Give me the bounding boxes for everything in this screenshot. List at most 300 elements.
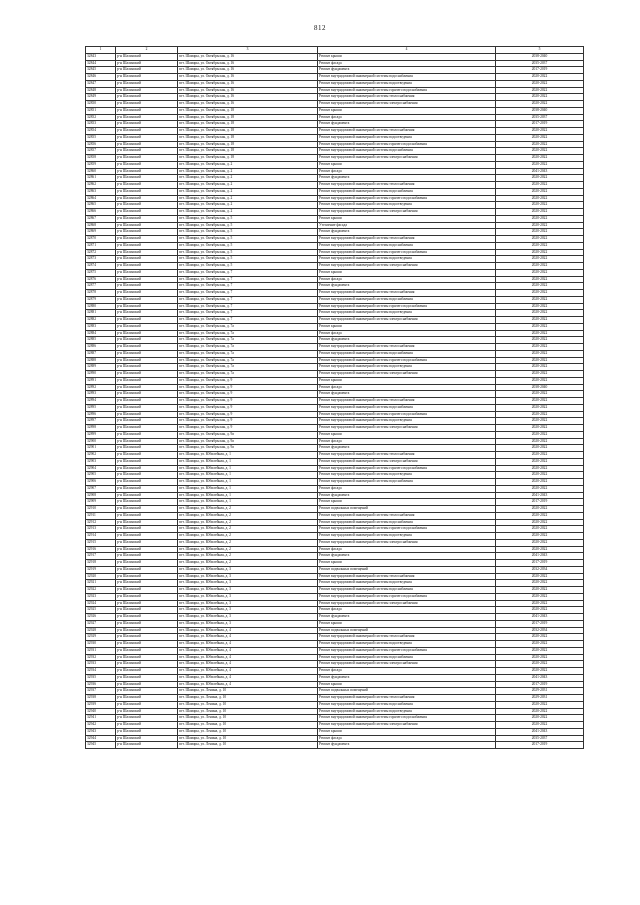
table-row	[86, 155, 584, 162]
table-cell-col1: 32846	[86, 74, 116, 81]
table-row	[86, 134, 584, 141]
table-cell-col5: 2017-2019	[496, 67, 584, 74]
table-cell-col4: Ремонт внутридомовой инженерной системы горячего водоснабжения	[318, 647, 496, 654]
table-cell-col2: р-н Шалинский	[116, 188, 178, 195]
table-cell-col3: пгт. Шамары, ул. Октябрьская, д. 7	[178, 290, 318, 297]
table-row	[86, 506, 584, 513]
table-cell-col4: Ремонт внутридомовой инженерной системы горячего водоснабжения	[318, 357, 496, 364]
table-cell-col5: 2020-2022	[496, 87, 584, 94]
table-row	[86, 269, 584, 276]
table-cell-col3: пгт. Шамары, ул. Ленина, д. 10	[178, 742, 318, 749]
table-cell-col2: р-н Шалинский	[116, 587, 178, 594]
table-cell-col2: р-н Шалинский	[116, 600, 178, 607]
table-cell-col3: пгт. Шамары, ул. Юбилейная, д. 3	[178, 620, 318, 627]
table-cell-col4: Ремонт фундамента	[318, 67, 496, 74]
table-cell-col3: пгт. Шамары, ул. Юбилейная, д. 1	[178, 472, 318, 479]
table-cell-col4: Ремонт фасада	[318, 438, 496, 445]
table-cell-col5: 2020-2022	[496, 533, 584, 540]
table-cell-col3: пгт. Шамары, ул. Ленина, д. 10	[178, 701, 318, 708]
table-cell-col2: р-н Шалинский	[116, 296, 178, 303]
table-cell-col1: 32929	[86, 634, 116, 641]
table-cell-col5: 2035-2037	[496, 60, 584, 67]
table-row	[86, 634, 584, 641]
table-cell-col3: пгт. Шамары, ул. Юбилейная, д. 2	[178, 553, 318, 560]
table-cell-col2: р-н Шалинский	[116, 155, 178, 162]
table-cell-col3: пгт. Шамары, ул. Октябрьская, д. 2	[178, 161, 318, 168]
table-cell-col5: 2020-2022	[496, 607, 584, 614]
table-row	[86, 222, 584, 229]
table-cell-col3: пгт. Шамары, ул. Октябрьская, д. 2	[178, 209, 318, 216]
table-cell-col1: 32922	[86, 587, 116, 594]
table-cell-col4: Ремонт внутридомовой инженерной системы теплоснабжения	[318, 236, 496, 243]
table-cell-col5: 2020-2022	[496, 472, 584, 479]
table-cell-col3: пгт. Шамары, ул. Юбилейная, д. 3	[178, 580, 318, 587]
table-cell-col5: 2020-2022	[496, 128, 584, 135]
table-cell-col4: Ремонт подвальных помещений	[318, 688, 496, 695]
table-row	[86, 560, 584, 567]
table-row	[86, 377, 584, 384]
table-cell-col1: 32862	[86, 182, 116, 189]
table-cell-col5: 2020-2022	[496, 330, 584, 337]
table-cell-col2: р-н Шалинский	[116, 94, 178, 101]
table-cell-col1: 32927	[86, 620, 116, 627]
table-row	[86, 614, 584, 621]
table-cell-col1: 32890	[86, 371, 116, 378]
table-cell-col3: пгт. Шамары, ул. Юбилейная, д. 1	[178, 499, 318, 506]
table-cell-col4: Ремонт внутридомовой инженерной системы водоотведения	[318, 418, 496, 425]
table-cell-col1: 32879	[86, 296, 116, 303]
table-row	[86, 587, 584, 594]
table-cell-col5: 2020-2022	[496, 269, 584, 276]
table-cell-col5: 2020-2022	[496, 438, 584, 445]
table-cell-col4: Ремонт внутридомовой инженерной системы водоотведения	[318, 472, 496, 479]
table-cell-col5: 2017-2019	[496, 121, 584, 128]
table-row	[86, 668, 584, 675]
table-cell-col2: р-н Шалинский	[116, 310, 178, 317]
table-cell-col3: пгт. Шамары, ул. Октябрьская, д. 9	[178, 398, 318, 405]
table-cell-col4: Ремонт внутридомовой инженерной системы электроснабжения	[318, 425, 496, 432]
table-cell-col5: 2020-2022	[496, 290, 584, 297]
table-row	[86, 114, 584, 121]
table-cell-col2: р-н Шалинский	[116, 701, 178, 708]
table-cell-col3: пгт. Шамары, ул. Юбилейная, д. 1	[178, 458, 318, 465]
table-cell-col3: пгт. Шамары, ул. Октябрьская, д. 7	[178, 269, 318, 276]
table-cell-col4: Ремонт внутридомовой инженерной системы электроснабжения	[318, 600, 496, 607]
table-cell-col5: 2020-2022	[496, 668, 584, 675]
table-cell-col4: Ремонт фундамента	[318, 391, 496, 398]
table-cell-col2: р-н Шалинский	[116, 674, 178, 681]
table-row	[86, 580, 584, 587]
table-cell-col4: Ремонт внутридомовой инженерной системы электроснабжения	[318, 661, 496, 668]
table-cell-col2: р-н Шалинский	[116, 283, 178, 290]
table-cell-col3: пгт. Шамары, ул. Юбилейная, д. 1	[178, 492, 318, 499]
table-cell-col1: 32939	[86, 701, 116, 708]
table-cell-col2: р-н Шалинский	[116, 364, 178, 371]
table-cell-col1: 32884	[86, 330, 116, 337]
table-row	[86, 391, 584, 398]
table-row	[86, 472, 584, 479]
table-cell-col1: 32875	[86, 269, 116, 276]
table-cell-col2: р-н Шалинский	[116, 236, 178, 243]
table-cell-col4: Ремонт внутридомовой инженерной системы водоснабжения	[318, 296, 496, 303]
table-cell-col3: пгт. Шамары, ул. Октябрьская, д. 16	[178, 80, 318, 87]
table-cell-col3: пгт. Шамары, ул. Юбилейная, д. 2	[178, 506, 318, 513]
table-row	[86, 546, 584, 553]
table-cell-col2: р-н Шалинский	[116, 229, 178, 236]
table-cell-col2: р-н Шалинский	[116, 317, 178, 324]
table-cell-col2: р-н Шалинский	[116, 323, 178, 330]
table-cell-col2: р-н Шалинский	[116, 209, 178, 216]
table-cell-col1: 32906	[86, 479, 116, 486]
table-row	[86, 67, 584, 74]
table-cell-col2: р-н Шалинский	[116, 627, 178, 634]
table-cell-col5: 2020-2022	[496, 647, 584, 654]
table-cell-col4: Ремонт внутридомовой инженерной системы водоснабжения	[318, 479, 496, 486]
table-cell-col3: пгт. Шамары, ул. Октябрьская, д. 9а	[178, 431, 318, 438]
page-number: 812	[314, 24, 326, 32]
table-cell-col1: 32882	[86, 317, 116, 324]
table-cell-col2: р-н Шалинский	[116, 553, 178, 560]
table-cell-col4: Ремонт внутридомовой инженерной системы водоснабжения	[318, 404, 496, 411]
table-cell-col3: пгт. Шамары, ул. Юбилейная, д. 2	[178, 533, 318, 540]
table-cell-col4: Ремонт фасада	[318, 114, 496, 121]
table-row	[86, 438, 584, 445]
table-cell-col5: 2020-2022	[496, 506, 584, 513]
table-cell-col3: пгт. Шамары, ул. Юбилейная, д. 1	[178, 452, 318, 459]
table-cell-col1: 32880	[86, 303, 116, 310]
table-cell-col1: 32892	[86, 384, 116, 391]
table-cell-col5: 2041-2043	[496, 553, 584, 560]
table-cell-col1: 32945	[86, 742, 116, 749]
table-cell-col2: р-н Шалинский	[116, 141, 178, 148]
table-cell-col1: 32893	[86, 391, 116, 398]
table-cell-col4: Ремонт фундамента	[318, 337, 496, 344]
table-cell-col4: Ремонт внутридомовой инженерной системы водоснабжения	[318, 654, 496, 661]
table-cell-col2: р-н Шалинский	[116, 661, 178, 668]
table-cell-col4: Ремонт внутридомовой инженерной системы водоснабжения	[318, 242, 496, 249]
table-row	[86, 641, 584, 648]
table-cell-col1: 32870	[86, 236, 116, 243]
table-cell-col2: р-н Шалинский	[116, 263, 178, 270]
table-cell-col3: пгт. Шамары, ул. Юбилейная, д. 2	[178, 560, 318, 567]
table-cell-col5: 2038-2040	[496, 53, 584, 60]
table-cell-col4: Ремонт крыши	[318, 560, 496, 567]
table-cell-col5: 2020-2022	[496, 539, 584, 546]
table-cell-col1: 32932	[86, 654, 116, 661]
table-cell-col3: пгт. Шамары, ул. Октябрьская, д. 16	[178, 67, 318, 74]
table-cell-col3: пгт. Шамары, ул. Октябрьская, д. 18	[178, 114, 318, 121]
table-cell-col3: пгт. Шамары, ул. Октябрьская, д. 7	[178, 310, 318, 317]
table-cell-col5: 2020-2022	[496, 317, 584, 324]
table-cell-col4: Утепление фасада	[318, 222, 496, 229]
table-cell-col4: Ремонт фасада	[318, 668, 496, 675]
table-row	[86, 229, 584, 236]
table-cell-col4: Ремонт крыши	[318, 215, 496, 222]
table-cell-col4: Ремонт внутридомовой инженерной системы водоотведения	[318, 134, 496, 141]
table-cell-col1: 32920	[86, 573, 116, 580]
table-cell-col2: р-н Шалинский	[116, 742, 178, 749]
table-cell-col1: 32925	[86, 607, 116, 614]
table-cell-col2: р-н Шалинский	[116, 269, 178, 276]
table-cell-col2: р-н Шалинский	[116, 715, 178, 722]
table-cell-col2: р-н Шалинский	[116, 452, 178, 459]
table-cell-col4: Ремонт крыши	[318, 269, 496, 276]
table-row	[86, 735, 584, 742]
table-cell-col2: р-н Шалинский	[116, 735, 178, 742]
table-cell-col5: 2020-2022	[496, 209, 584, 216]
table-row	[86, 168, 584, 175]
table-cell-col3: пгт. Шамары, ул. Юбилейная, д. 2	[178, 539, 318, 546]
table-cell-col1: 32900	[86, 438, 116, 445]
table-cell-col5: 2020-2022	[496, 256, 584, 263]
table-row	[86, 519, 584, 526]
table-cell-col4: Ремонт фундамента	[318, 121, 496, 128]
table-cell-col2: р-н Шалинский	[116, 202, 178, 209]
table-cell-col2: р-н Шалинский	[116, 634, 178, 641]
table-cell-col4: Ремонт внутридомовой инженерной системы теплоснабжения	[318, 512, 496, 519]
table-cell-col2: р-н Шалинский	[116, 215, 178, 222]
table-cell-col2: р-н Шалинский	[116, 107, 178, 114]
table-cell-col3: пгт. Шамары, ул. Юбилейная, д. 3	[178, 614, 318, 621]
table-cell-col1: 32934	[86, 668, 116, 675]
table-cell-col1: 32915	[86, 539, 116, 546]
table-cell-col1: 32924	[86, 600, 116, 607]
table-row	[86, 195, 584, 202]
table-row	[86, 654, 584, 661]
table-cell-col4: Ремонт внутридомовой инженерной системы горячего водоснабжения	[318, 526, 496, 533]
table-cell-col1: 32851	[86, 107, 116, 114]
table-cell-col1: 32876	[86, 276, 116, 283]
table-cell-col2: р-н Шалинский	[116, 67, 178, 74]
table-cell-col5: 2020-2022	[496, 431, 584, 438]
table-cell-col4: Ремонт внутридомовой инженерной системы водоотведения	[318, 364, 496, 371]
table-cell-col2: р-н Шалинский	[116, 256, 178, 263]
table-cell-col3: пгт. Шамары, ул. Октябрьская, д. 18	[178, 141, 318, 148]
table-cell-col3: пгт. Шамары, ул. Ленина, д. 10	[178, 715, 318, 722]
table-cell-col4: Ремонт внутридомовой инженерной системы теплоснабжения	[318, 695, 496, 702]
table-cell-col4: Ремонт фасада	[318, 60, 496, 67]
table-cell-col4: Ремонт подвальных помещений	[318, 566, 496, 573]
table-cell-col5: 2020-2022	[496, 722, 584, 729]
table-cell-col4: Ремонт внутридомовой инженерной системы теплоснабжения	[318, 452, 496, 459]
table-cell-col5: 2020-2022	[496, 215, 584, 222]
table-cell-col1: 32863	[86, 188, 116, 195]
table-cell-col4: Ремонт фундамента	[318, 175, 496, 182]
table-cell-col2: р-н Шалинский	[116, 418, 178, 425]
table-cell-col3: пгт. Шамары, ул. Октябрьская, д. 9	[178, 384, 318, 391]
table-cell-col5: 2020-2022	[496, 485, 584, 492]
table-cell-col4: Ремонт внутридомовой инженерной системы водоотведения	[318, 533, 496, 540]
table-row	[86, 330, 584, 337]
table-cell-col5: 2020-2022	[496, 364, 584, 371]
table-cell-col3: пгт. Шамары, ул. Октябрьская, д. 18	[178, 128, 318, 135]
table-row	[86, 695, 584, 702]
table-cell-col2: р-н Шалинский	[116, 566, 178, 573]
table-cell-col3: пгт. Шамары, ул. Юбилейная, д. 4	[178, 674, 318, 681]
table-cell-col5: 2017-2019	[496, 742, 584, 749]
table-cell-col4: Ремонт фасада	[318, 607, 496, 614]
table-row	[86, 188, 584, 195]
table-cell-col2: р-н Шалинский	[116, 330, 178, 337]
table-row	[86, 627, 584, 634]
table-cell-col5: 2020-2022	[496, 634, 584, 641]
table-cell-col4: Ремонт внутридомовой инженерной системы теплоснабжения	[318, 344, 496, 351]
table-cell-col2: р-н Шалинский	[116, 222, 178, 229]
table-cell-col3: пгт. Шамары, ул. Октябрьская, д. 7	[178, 303, 318, 310]
table-cell-col3: пгт. Шамары, ул. Октябрьская, д. 7а	[178, 337, 318, 344]
table-cell-col1: 32902	[86, 452, 116, 459]
table-cell-col4: Ремонт крыши	[318, 728, 496, 735]
table-row	[86, 553, 584, 560]
table-cell-col2: р-н Шалинский	[116, 580, 178, 587]
column-header-3: 3	[178, 47, 318, 54]
table-row	[86, 688, 584, 695]
table-row	[86, 492, 584, 499]
table-cell-col5: 2020-2022	[496, 519, 584, 526]
table-cell-col3: пгт. Шамары, ул. Октябрьская, д. 7а	[178, 357, 318, 364]
table-cell-col1: 32901	[86, 445, 116, 452]
table-cell-col5: 2017-2019	[496, 499, 584, 506]
table-cell-col1: 32930	[86, 641, 116, 648]
table-cell-col2: р-н Шалинский	[116, 134, 178, 141]
table-cell-col2: р-н Шалинский	[116, 357, 178, 364]
table-cell-col1: 32907	[86, 485, 116, 492]
table-row	[86, 141, 584, 148]
table-cell-col5: 2020-2022	[496, 458, 584, 465]
table-cell-col1: 32857	[86, 148, 116, 155]
table-row	[86, 418, 584, 425]
table-cell-col2: р-н Шалинский	[116, 499, 178, 506]
table-cell-col3: пгт. Шамары, ул. Октябрьская, д. 7а	[178, 364, 318, 371]
table-cell-col5: 2020-2022	[496, 175, 584, 182]
table-cell-col1: 32904	[86, 465, 116, 472]
table-cell-col5: 2041-2043	[496, 614, 584, 621]
table-cell-col2: р-н Шалинский	[116, 377, 178, 384]
table-cell-col4: Ремонт внутридомовой инженерной системы водоотведения	[318, 202, 496, 209]
table-row	[86, 60, 584, 67]
table-cell-col5: 2020-2022	[496, 155, 584, 162]
table-cell-col3: пгт. Шамары, ул. Октябрьская, д. 18	[178, 148, 318, 155]
table-cell-col4: Ремонт внутридомовой инженерной системы теплоснабжения	[318, 573, 496, 580]
table-cell-col4: Ремонт фундамента	[318, 674, 496, 681]
table-cell-col4: Ремонт внутридомовой инженерной системы электроснабжения	[318, 317, 496, 324]
table-cell-col1: 32938	[86, 695, 116, 702]
table-cell-col1: 32845	[86, 67, 116, 74]
table-cell-col3: пгт. Шамары, ул. Октябрьская, д. 5	[178, 256, 318, 263]
table-cell-col5: 2020-2022	[496, 708, 584, 715]
table-cell-col4: Ремонт крыши	[318, 377, 496, 384]
table-cell-col5: 2020-2022	[496, 276, 584, 283]
table-cell-col3: пгт. Шамары, ул. Юбилейная, д. 1	[178, 485, 318, 492]
table-cell-col1: 32898	[86, 425, 116, 432]
table-cell-col5: 2020-2022	[496, 101, 584, 108]
table-cell-col4: Ремонт фасада	[318, 384, 496, 391]
table-cell-col3: пгт. Шамары, ул. Юбилейная, д. 4	[178, 654, 318, 661]
table-cell-col1: 32923	[86, 593, 116, 600]
table-cell-col4: Ремонт крыши	[318, 53, 496, 60]
table-cell-col2: р-н Шалинский	[116, 195, 178, 202]
table-cell-col4: Ремонт подвальных помещений	[318, 506, 496, 513]
table-row	[86, 479, 584, 486]
table-cell-col3: пгт. Шамары, ул. Октябрьская, д. 16	[178, 74, 318, 81]
table-cell-col4: Ремонт внутридомовой инженерной системы горячего водоснабжения	[318, 715, 496, 722]
table-cell-col5: 2020-2022	[496, 236, 584, 243]
table-cell-col4: Ремонт фасада	[318, 276, 496, 283]
table-cell-col5: 2017-2019	[496, 560, 584, 567]
table-cell-col5: 2035-2037	[496, 735, 584, 742]
table-cell-col2: р-н Шалинский	[116, 404, 178, 411]
table-cell-col1: 32919	[86, 566, 116, 573]
table-cell-col3: пгт. Шамары, ул. Октябрьская, д. 9а	[178, 438, 318, 445]
table-cell-col1: 32910	[86, 506, 116, 513]
table-cell-col2: р-н Шалинский	[116, 728, 178, 735]
table-cell-col1: 32935	[86, 674, 116, 681]
table-cell-col2: р-н Шалинский	[116, 80, 178, 87]
table-row	[86, 708, 584, 715]
table-cell-col1: 32864	[86, 195, 116, 202]
table-row	[86, 296, 584, 303]
table-cell-col1: 32858	[86, 155, 116, 162]
table-cell-col4: Ремонт внутридомовой инженерной системы горячего водоснабжения	[318, 141, 496, 148]
table-cell-col4: Ремонт внутридомовой инженерной системы водоснабжения	[318, 148, 496, 155]
table-cell-col5: 2020-2022	[496, 188, 584, 195]
table-cell-col5: 2032-2034	[496, 627, 584, 634]
table-cell-col3: пгт. Шамары, ул. Октябрьская, д. 7	[178, 276, 318, 283]
table-cell-col2: р-н Шалинский	[116, 614, 178, 621]
table-cell-col1: 32914	[86, 533, 116, 540]
table-cell-col5: 2020-2022	[496, 391, 584, 398]
table-cell-col2: р-н Шалинский	[116, 290, 178, 297]
table-cell-col1: 32849	[86, 94, 116, 101]
table-cell-col3: пгт. Шамары, ул. Октябрьская, д. 2	[178, 195, 318, 202]
table-cell-col5: 2038-2040	[496, 384, 584, 391]
table-cell-col5: 2020-2022	[496, 148, 584, 155]
table-cell-col1: 32944	[86, 735, 116, 742]
table-cell-col1: 32899	[86, 431, 116, 438]
table-cell-col5: 2020-2022	[496, 418, 584, 425]
table-cell-col1: 32895	[86, 404, 116, 411]
table-cell-col1: 32905	[86, 472, 116, 479]
table-cell-col4: Ремонт внутридомовой инженерной системы водоснабжения	[318, 519, 496, 526]
table-cell-col3: пгт. Шамары, ул. Октябрьская, д. 9	[178, 391, 318, 398]
table-cell-col1: 32885	[86, 337, 116, 344]
table-cell-col2: р-н Шалинский	[116, 74, 178, 81]
table-cell-col1: 32856	[86, 141, 116, 148]
table-cell-col1: 32859	[86, 161, 116, 168]
table-cell-col4: Ремонт крыши	[318, 681, 496, 688]
table-cell-col1: 32861	[86, 175, 116, 182]
table-cell-col2: р-н Шалинский	[116, 695, 178, 702]
table-cell-col5: 2017-2019	[496, 620, 584, 627]
table-cell-col2: р-н Шалинский	[116, 249, 178, 256]
table-row	[86, 600, 584, 607]
table-cell-col2: р-н Шалинский	[116, 472, 178, 479]
table-row	[86, 161, 584, 168]
table-cell-col2: р-н Шалинский	[116, 526, 178, 533]
table-cell-col1: 32942	[86, 722, 116, 729]
table-cell-col2: р-н Шалинский	[116, 391, 178, 398]
table-cell-col5: 2020-2022	[496, 593, 584, 600]
table-cell-col4: Ремонт внутридомовой инженерной системы электроснабжения	[318, 371, 496, 378]
table-cell-col5: 2020-2022	[496, 74, 584, 81]
table-row	[86, 371, 584, 378]
table-cell-col4: Ремонт внутридомовой инженерной системы горячего водоснабжения	[318, 195, 496, 202]
table-row	[86, 661, 584, 668]
table-cell-col2: р-н Шалинский	[116, 512, 178, 519]
table-cell-col5: 2020-2022	[496, 600, 584, 607]
table-cell-col1: 32848	[86, 87, 116, 94]
table-cell-col4: Ремонт внутридомовой инженерной системы электроснабжения	[318, 209, 496, 216]
